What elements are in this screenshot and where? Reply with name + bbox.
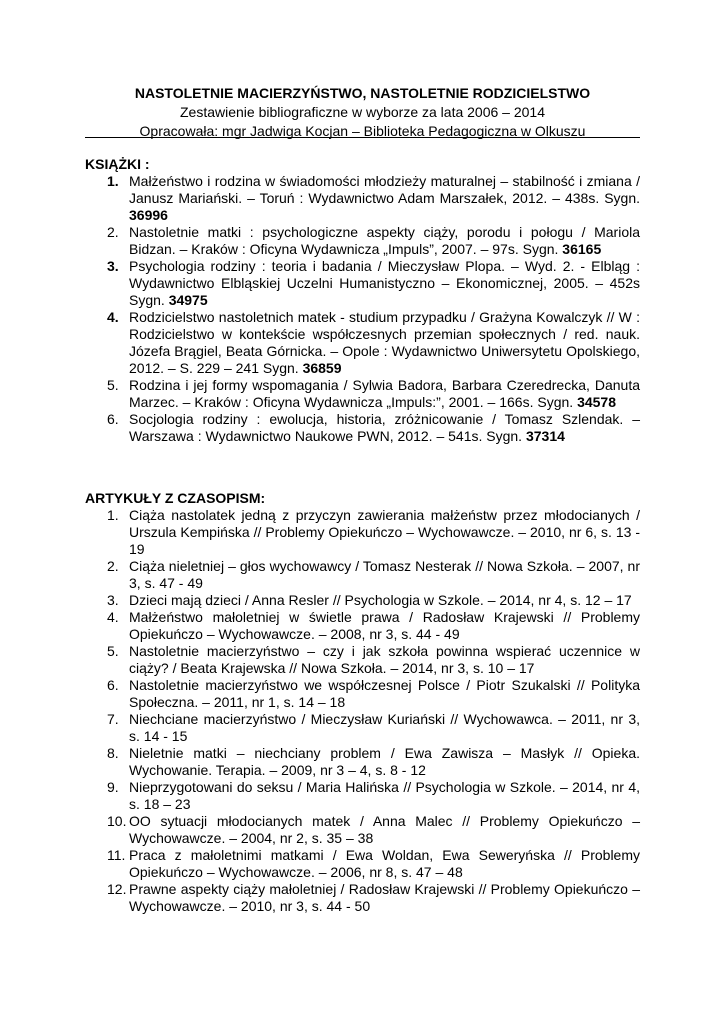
articles-item xyxy=(85,779,640,813)
articles-item xyxy=(85,592,640,609)
books-item-text: Nastoletnie matki : psychologiczne aspekty ciąży, porodu i połogu / Mariola Bidzan. – Kraków : Oficyna Wydawnicza „Impuls”, 2007. – 97s. Sygn. xyxy=(129,224,640,257)
articles-item-number: 4. xyxy=(107,609,119,625)
articles-item xyxy=(85,745,640,779)
call-number: 34975 xyxy=(168,292,208,308)
books-item-number: 5. xyxy=(107,377,119,393)
articles-item-text: Prawne aspekty ciąży małoletniej / Radosław Krajewski // Problemy Opiekuńczo – Wychowawcze. – 2010, nr 3, s. 44 - 50 xyxy=(129,881,640,914)
books-item-number: 6. xyxy=(107,411,119,427)
articles-item xyxy=(85,643,640,677)
articles-item xyxy=(85,507,640,558)
books-list xyxy=(85,173,640,445)
books-item-number: 2. xyxy=(107,224,119,240)
articles-item-text: Dzieci mają dzieci / Anna Resler // Psychologia w Szkole. – 2014, nr 4, s. 12 – 17 xyxy=(129,592,632,608)
articles-item-text: Nastoletnie macierzyństwo we współczesnej Polsce / Piotr Szukalski // Polityka Społeczna. – 2011, nr 1, s. 14 – 18 xyxy=(129,677,640,710)
header-divider xyxy=(85,137,640,138)
articles-item xyxy=(85,813,640,847)
articles-item-number: 1. xyxy=(107,507,119,523)
articles-section xyxy=(85,490,640,915)
articles-item-text: Nastoletnie macierzyństwo – czy i jak szkoła powinna wspierać uczennice w ciąży? / Beata Krajewska // Nowa Szkoła. – 2014, nr 3, s. 10 – 17 xyxy=(129,643,640,676)
books-item xyxy=(85,377,640,411)
books-item-text: Małżeństwo i rodzina w świadomości młodzieży maturalnej – stabilność i zmiana / Janusz Mariański. – Toruń : Wydawnictwo Adam Marszałek, 2012. – 438s. Sygn. xyxy=(129,173,640,206)
articles-item-number: 2. xyxy=(107,558,119,574)
articles-item xyxy=(85,677,640,711)
books-section-title: KSIĄŻKI : xyxy=(85,156,150,172)
articles-item xyxy=(85,881,640,915)
articles-item-number: 5. xyxy=(107,643,119,659)
books-section xyxy=(85,156,640,445)
articles-item-number: 6. xyxy=(107,677,119,693)
books-item-number: 3. xyxy=(107,258,119,274)
articles-item xyxy=(85,609,640,643)
articles-item-text: Ciąża nastolatek jedną z przyczyn zawierania małżeństw przez młodocianych / Urszula Kempińska // Problemy Opiekuńczo – Wychowawcze. – 2010, nr 6, s. 13 - 19 xyxy=(129,507,640,557)
books-item-text: Socjologia rodziny : ewolucja, historia, zróżnicowanie / Tomasz Szlendak. – Warszawa : Wydawnictwo Naukowe PWN, 2012. – 541s. Sygn. xyxy=(129,411,640,444)
books-item-text: Rodzicielstwo nastoletnich matek - studium przypadku / Grażyna Kowalczyk // W : Rodzicielstwo w kontekście współczesnych przemian społecznych / red. nauk. Józefa Brągiel, Beata Górnicka. – Opole : Wydawnictwo Uniwersytetu Opolskiego, 2012. – S. 229 – 241 Sygn. xyxy=(129,309,640,376)
books-item-text: Psychologia rodziny : teoria i badania / Mieczysław Plopa. – Wyd. 2. - Elbląg : Wydawnictwo Elbląskiej Uczelni Humanistyczno – Ekonomicznej, 2005. – 452s Sygn. xyxy=(129,258,640,308)
articles-item xyxy=(85,711,640,745)
articles-item-text: Praca z małoletnimi matkami / Ewa Woldan, Ewa Seweryńska // Problemy Opiekuńczo – Wychowawcze. – 2006, nr 8, s. 47 – 48 xyxy=(129,847,640,880)
articles-item-number: 9. xyxy=(107,779,119,795)
books-item xyxy=(85,224,640,258)
articles-list xyxy=(85,507,640,915)
articles-item-number: 12. xyxy=(107,881,127,897)
articles-item-text: Nieprzygotowani do seksu / Maria Halińska // Psychologia w Szkole. – 2014, nr 4, s. 18 – 23 xyxy=(129,779,640,812)
document-author: Opracowała: mgr Jadwiga Kocjan – Biblioteka Pedagogiczna w Olkuszu xyxy=(139,123,586,139)
call-number: 36165 xyxy=(562,241,602,257)
call-number: 34578 xyxy=(577,394,616,410)
call-number: 37314 xyxy=(525,428,565,444)
articles-item xyxy=(85,558,640,592)
articles-item-text: Małżeństwo małoletniej w świetle prawa / Radosław Krajewski // Problemy Opiekuńczo – Wychowawcze. – 2008, nr 3, s. 44 - 49 xyxy=(129,609,640,642)
document-title: NASTOLETNIE MACIERZYŃSTWO, NASTOLETNIE RODZICIELSTWO xyxy=(134,85,591,101)
articles-section-title: ARTYKUŁY Z CZASOPISM: xyxy=(85,490,266,506)
books-item-number: 1. xyxy=(107,173,119,189)
articles-item-number: 8. xyxy=(107,745,119,761)
call-number: 36859 xyxy=(302,360,342,376)
articles-item-number: 7. xyxy=(107,711,119,727)
articles-item-text: Ciąża nieletniej – głos wychowawcy / Tomasz Nesterak // Nowa Szkoła. – 2007, nr 3, s. 47 - 49 xyxy=(129,558,640,591)
books-item-number: 4. xyxy=(107,309,119,325)
articles-item-text: Nieletnie matki – niechciany problem / Ewa Zawisza – Masłyk // Opieka. Wychowanie. Terapia. – 2009, nr 3 – 4, s. 8 - 12 xyxy=(129,745,640,778)
document-header xyxy=(85,84,640,141)
articles-item-number: 10. xyxy=(107,813,127,829)
document-subtitle: Zestawienie bibliograficzne w wyborze za lata 2006 – 2014 xyxy=(180,104,545,120)
articles-item-text: OO sytuacji młodocianych matek / Anna Malec // Problemy Opiekuńczo – Wychowawcze. – 2004, nr 2, s. 35 – 38 xyxy=(129,813,640,846)
books-item-text: Rodzina i jej formy wspomagania / Sylwia Badora, Barbara Czeredrecka, Danuta Marzec. – Kraków : Oficyna Wydawnicza „Impuls:”, 2001. – 166s. Sygn. xyxy=(129,377,640,410)
articles-item-text: Niechciane macierzyństwo / Mieczysław Kuriański // Wychowawca. – 2011, nr 3, s. 14 - 15 xyxy=(129,711,640,744)
call-number: 36996 xyxy=(129,207,168,223)
articles-item-number: 11. xyxy=(107,847,126,863)
articles-item xyxy=(85,847,640,881)
articles-item-number: 3. xyxy=(107,592,119,608)
books-item xyxy=(85,258,640,309)
books-item xyxy=(85,411,640,445)
books-item xyxy=(85,309,640,377)
books-item xyxy=(85,173,640,224)
